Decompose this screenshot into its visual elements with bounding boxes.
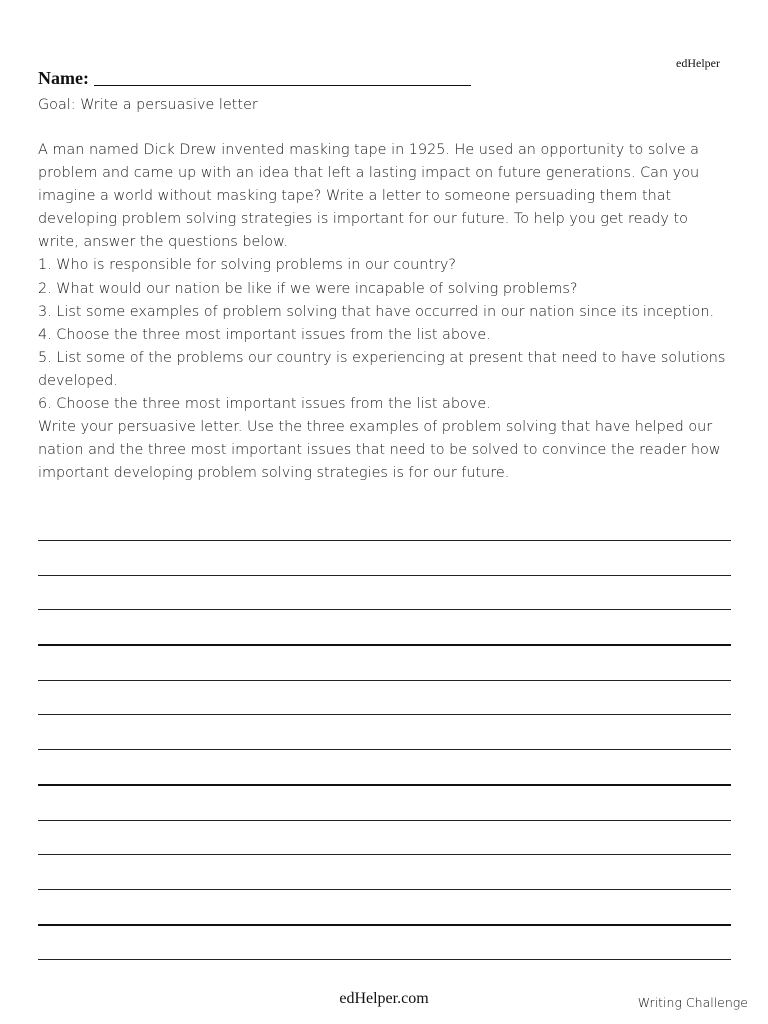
writing-line[interactable] xyxy=(38,784,731,786)
question-5: 5. List some of the problems our country is experiencing at present that need to have solutions developed. xyxy=(38,349,726,389)
question-1: 1. Who is responsible for solving problems in our country? xyxy=(38,257,457,274)
question-6: 6. Choose the three most important issues from the list above. xyxy=(38,396,491,413)
goal-text: Goal: Write a persuasive letter xyxy=(38,97,258,113)
writing-line[interactable] xyxy=(38,644,731,646)
question-3: 3. List some examples of problem solving that have occurred in our nation since its inception. xyxy=(38,303,715,320)
writing-line[interactable] xyxy=(38,854,731,855)
writing-line[interactable] xyxy=(38,680,731,681)
writing-line[interactable] xyxy=(38,575,731,576)
name-label: Name: xyxy=(38,68,89,88)
writing-line[interactable] xyxy=(38,924,731,926)
writing-line[interactable] xyxy=(38,609,731,610)
writing-lines xyxy=(38,540,731,994)
brand-label: edHelper xyxy=(676,56,720,70)
writing-line[interactable] xyxy=(38,820,731,821)
intro-paragraph: A man named Dick Drew invented masking tape in 1925. He used an opportunity to solve a problem and came up with an idea that left a lasting impact on future generations. Can you imagine a world without masking tape? Write a letter to someone persuading them that developing problem solving strategies is important for our future. To help you get ready to write, answer the questions below. xyxy=(38,142,700,251)
writing-line[interactable] xyxy=(38,749,731,750)
name-row xyxy=(38,66,471,90)
footer-site: edHelper.com xyxy=(339,990,429,1007)
writing-instructions: Write your persuasive letter. Use the three examples of problem solving that have helped our nation and the three most important issues that need to be solved to convince the reader how important developing problem solving strategies is for our future. xyxy=(38,419,721,482)
instructions-body xyxy=(38,139,728,485)
writing-line[interactable] xyxy=(38,889,731,890)
writing-line[interactable] xyxy=(38,540,731,541)
question-4: 4. Choose the three most important issues from the list above. xyxy=(38,326,491,343)
writing-line[interactable] xyxy=(38,714,731,715)
question-2: 2. What would our nation be like if we were incapable of solving problems? xyxy=(38,280,578,297)
writing-line[interactable] xyxy=(38,959,731,960)
footer-label: Writing Challenge xyxy=(637,995,748,1010)
name-field-line[interactable] xyxy=(94,85,471,86)
